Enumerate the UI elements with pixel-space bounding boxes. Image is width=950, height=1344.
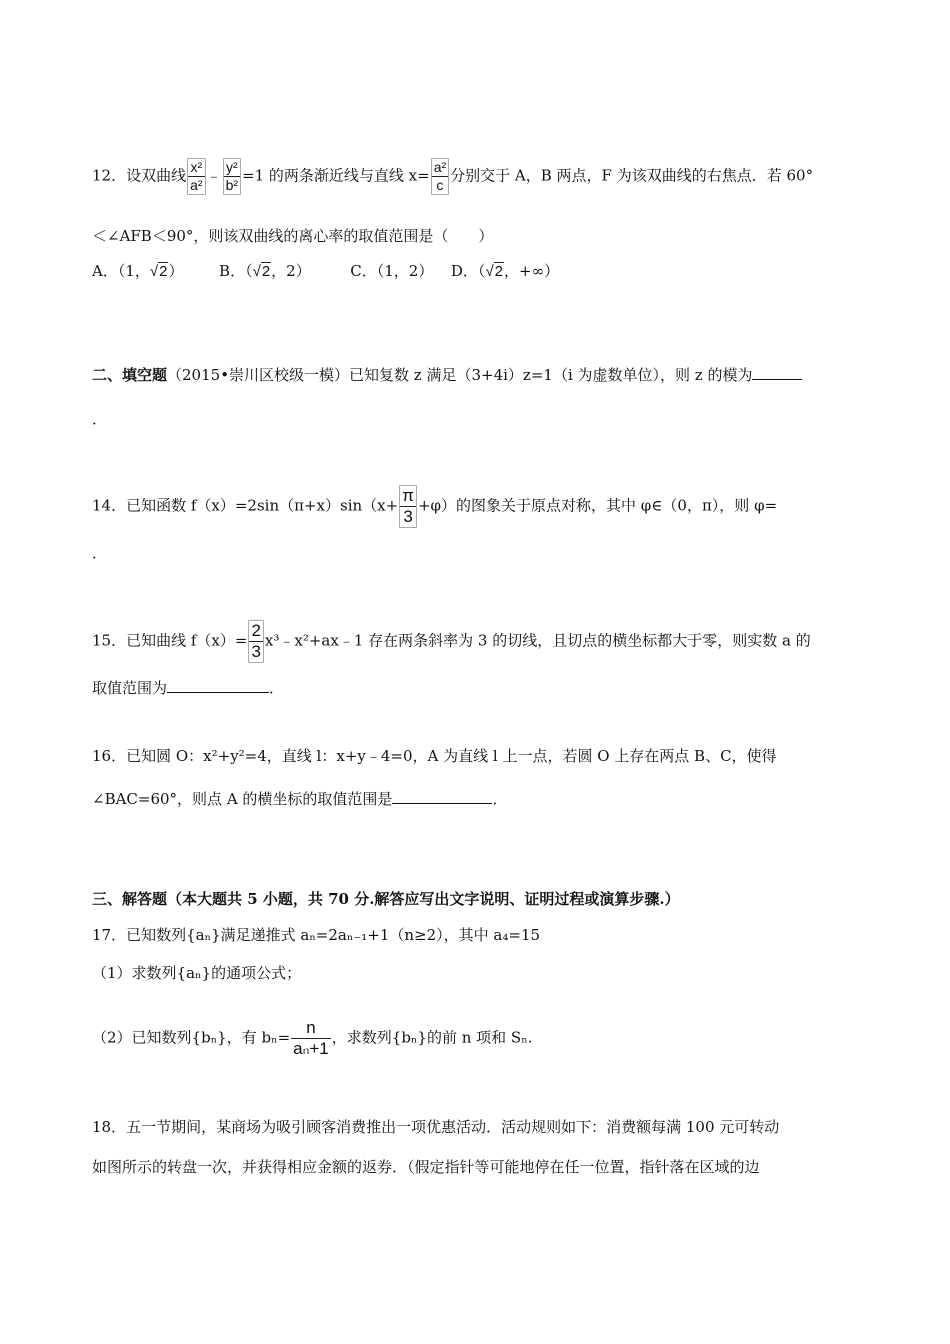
- answer-blank: [167, 678, 269, 693]
- section2-heading: [92, 364, 802, 386]
- option-c: C．（1，2）: [350, 262, 434, 280]
- q15-fraction-2-3: $\frac{2}{3}$: [248, 620, 263, 663]
- q17-fraction-n-an1: $\frac{n}{\text{aₙ+1}}$: [293, 1018, 329, 1058]
- q17-line2: （1）求数列{aₙ}的通项公式；: [92, 964, 302, 982]
- section3-title: 三、解答题（本大题共 5 小题，共 70 分.解答应写出文字说明、证明过程或演算步骤.）: [92, 890, 680, 908]
- q12-suffix: 分别交于 A，B 两点，F 为该双曲线的右焦点．若 60°: [450, 166, 814, 185]
- option-a: A．（1，√2）: [92, 262, 183, 280]
- option-b: B．（√2，2）: [219, 262, 311, 280]
- q12-options: [92, 260, 559, 283]
- q12-fraction-x2-a2: $\frac{\text{x²}}{\text{a²}}$: [187, 158, 205, 195]
- option-d: D．（√2，+∞）: [451, 262, 559, 280]
- sqrt-icon: √2: [149, 263, 168, 280]
- section2-after: ．: [92, 410, 108, 428]
- q18-line1: 18．五一节期间，某商场为吸引顾客消费推出一项优惠活动．活动规则如下：消费额每满 100 元可转动: [92, 1118, 780, 1136]
- q12-fraction-y2-b2: $\frac{\text{y²}}{\text{b²}}$: [223, 158, 241, 195]
- sqrt-icon: √2: [252, 263, 271, 280]
- q12-line1: 12．设双曲线 $\frac{\text{x²}}{\text{a²}}$ ﹣ $\frac{\text{y²}}{\text{b²}}$ =1 的两条渐近线与直线 x= $\frac{\text{a²}}{c}$ 分别交于 A，B 两点，F 为该双曲线的右焦点．若 60°: [92, 159, 814, 193]
- answer-blank: [752, 365, 802, 380]
- q15-line2: 取值范围为 ．: [92, 679, 285, 697]
- q12-mid: =1 的两条渐近线与直线 x=: [242, 166, 430, 185]
- q14-line1: 14．已知函数 f（x）=2sin（π+x）sin（x+ $\frac{\pi}{3}$ +φ）的图象关于原点对称，其中 φ∈（0，π），则 φ=: [92, 486, 778, 526]
- q18-line2: 如图所示的转盘一次，并获得相应金额的返券．（假定指针等可能地停在任一位置，指针落在区域的边: [92, 1158, 760, 1176]
- answer-blank: [392, 789, 492, 804]
- q14-after: ．: [92, 544, 108, 562]
- q12-fraction-a2-c: $\frac{\text{a²}}{c}$: [431, 158, 449, 195]
- q14-fraction-pi-3: $\frac{\pi}{3}$: [399, 485, 417, 528]
- section2-question: （2015•崇川区校级一模）已知复数 z 满足（3+4i）z=1（i 为虚数单位），则 z 的模为: [167, 366, 753, 384]
- q17-line3: （2）已知数列{bₙ}，有 bₙ= $\frac{n}{\text{aₙ+1}}$ ，求数列{bₙ}的前 n 项和 Sₙ.: [92, 1018, 533, 1058]
- q12-line2: ＜∠AFB＜90°，则该双曲线的离心率的取值范围是（ ）: [92, 227, 494, 245]
- q16-line2: ∠BAC=60°，则点 A 的横坐标的取值范围是 ．: [92, 790, 508, 808]
- q15-line1: 15．已知曲线 f（x）= $\frac{2}{3}$ x³﹣x²+ax﹣1 存在两条斜率为 3 的切线，且切点的横坐标都大于零，则实数 a 的: [92, 621, 811, 661]
- section2-title: 二、填空题: [92, 366, 168, 384]
- q12-prefix: 12．设双曲线: [92, 166, 187, 185]
- q17-line1: 17．已知数列{aₙ}满足递推式 aₙ=2aₙ₋₁+1（n≥2），其中 a₄=15: [92, 926, 541, 944]
- q16-line1: 16．已知圆 O：x²+y²=4，直线 l：x+y﹣4=0，A 为直线 l 上一点，若圆 O 上存在两点 B、C，使得: [92, 747, 777, 765]
- sqrt-icon: √2: [485, 263, 504, 280]
